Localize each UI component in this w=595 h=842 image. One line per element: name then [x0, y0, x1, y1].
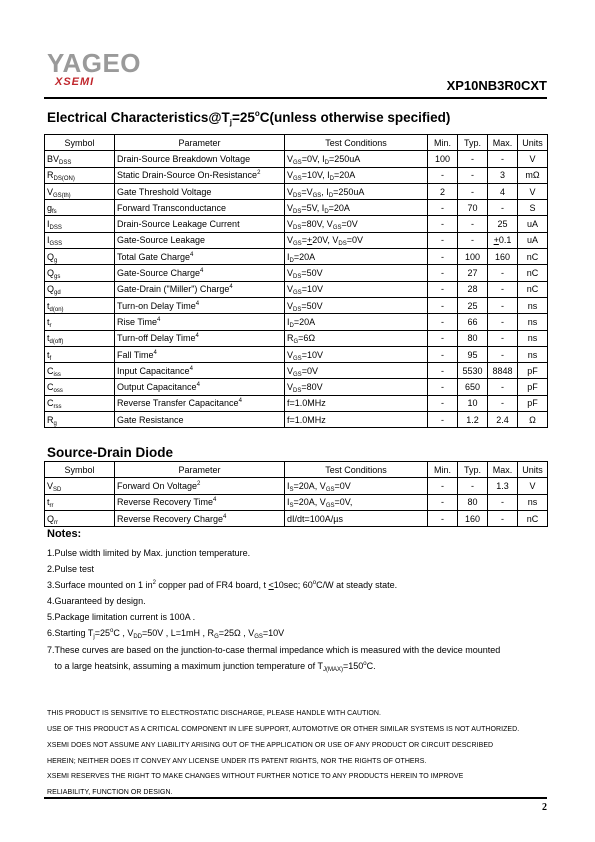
typ-cell: -: [458, 183, 488, 199]
min-cell: -: [428, 412, 458, 428]
min-cell: -: [428, 297, 458, 313]
column-header: Symbol: [45, 135, 115, 151]
note-item: 1.Pulse width limited by Max. junction temperature.: [47, 548, 251, 558]
max-cell: 2.4: [488, 412, 518, 428]
conditions-cell: $V_{GS}=+20V$, $V_{DS}=0V$: [285, 232, 428, 248]
parameter-cell: Static Drain-Source On-Resistance$^2$: [115, 167, 285, 183]
symbol-cell: $V_{GS(th)}$: [45, 183, 115, 199]
note-item: 2.Pulse test: [47, 564, 95, 574]
column-header: Max.: [488, 135, 518, 151]
typ-cell: 28: [458, 281, 488, 297]
table-row: [45, 183, 548, 199]
symbol-cell: $C_{oss}$: [45, 379, 115, 395]
max-cell: -: [488, 265, 518, 281]
company-logo: [47, 50, 157, 89]
max-cell: -: [488, 494, 518, 510]
max-cell: -: [488, 200, 518, 216]
parameter-cell: Rise Time$^4$: [115, 314, 285, 330]
max-cell: -: [488, 297, 518, 313]
parameter-cell: Drain-Source Breakdown Voltage: [115, 151, 285, 167]
parameter-cell: Forward Transconductance: [115, 200, 285, 216]
electrical-characteristics-table: [44, 134, 548, 428]
max-cell: +0.1: [488, 232, 518, 248]
table-row: [45, 249, 548, 265]
source-drain-diode-table: [44, 461, 548, 527]
units-cell: ns: [518, 314, 548, 330]
typ-cell: 10: [458, 395, 488, 411]
symbol-cell: $Q_g$: [45, 249, 115, 265]
symbol-cell: $t_f$: [45, 346, 115, 362]
parameter-cell: Gate-Source Charge$^4$: [115, 265, 285, 281]
min-cell: -: [428, 330, 458, 346]
note-item: 5.Package limitation current is 100A .: [47, 612, 196, 622]
table-row: [45, 379, 548, 395]
logo-sub-text: XSEMI: [55, 76, 95, 88]
header-divider: [44, 97, 547, 99]
note-item: to a large heatsink, assuming a maximum junction temperature of $T_{J(MAX)}=150^oC$.: [47, 661, 376, 673]
table-row: [45, 346, 548, 362]
units-cell: pF: [518, 363, 548, 379]
typ-cell: 160: [458, 510, 488, 526]
units-cell: ns: [518, 330, 548, 346]
conditions-cell: f=1.0MHz: [285, 412, 428, 428]
units-cell: nC: [518, 510, 548, 526]
conditions-cell: $V_{GS}=10V$: [285, 281, 428, 297]
min-cell: -: [428, 281, 458, 297]
min-cell: -: [428, 510, 458, 526]
units-cell: ns: [518, 297, 548, 313]
typ-cell: -: [458, 216, 488, 232]
typ-cell: -: [458, 167, 488, 183]
min-cell: 100: [428, 151, 458, 167]
symbol-cell: $R_{DS(ON)}$: [45, 167, 115, 183]
symbol-cell: $I_{GSS}$: [45, 232, 115, 248]
table-header-row: [45, 135, 548, 151]
max-cell: 25: [488, 216, 518, 232]
units-cell: S: [518, 200, 548, 216]
column-header: Typ.: [458, 135, 488, 151]
units-cell: mΩ: [518, 167, 548, 183]
conditions-cell: $V_{GS}=10V$: [285, 346, 428, 362]
max-cell: -: [488, 151, 518, 167]
conditions-cell: $V_{DS}=50V$: [285, 265, 428, 281]
units-cell: nC: [518, 281, 548, 297]
max-cell: -: [488, 346, 518, 362]
typ-cell: 66: [458, 314, 488, 330]
min-cell: -: [428, 379, 458, 395]
column-header: Parameter: [115, 462, 285, 478]
parameter-cell: Output Capacitance$^4$: [115, 379, 285, 395]
column-header: Units: [518, 462, 548, 478]
table-row: [45, 494, 548, 510]
max-cell: -: [488, 314, 518, 330]
disclaimer-line: XSEMI RESERVES THE RIGHT TO MAKE CHANGES WITHOUT FURTHER NOTICE TO ANY PRODUCTS HEREIN TO IMPROVE: [47, 773, 464, 780]
min-cell: -: [428, 200, 458, 216]
disclaimer-line: XSEMI DOES NOT ASSUME ANY LIABILITY ARISING OUT OF THE APPLICATION OR USE OF ANY PRODUCT OR CIRCUIT DESCRIBED: [47, 742, 494, 749]
conditions-cell: $V_{DS}=50V$: [285, 297, 428, 313]
conditions-cell: $R_G=6\Omega$: [285, 330, 428, 346]
logo-main-text: YAGEO: [47, 48, 142, 78]
parameter-cell: Gate Threshold Voltage: [115, 183, 285, 199]
units-cell: nC: [518, 249, 548, 265]
footer-divider: [44, 797, 547, 799]
table-row: [45, 478, 548, 494]
table-row: [45, 232, 548, 248]
min-cell: -: [428, 249, 458, 265]
column-header: Parameter: [115, 135, 285, 151]
max-cell: -: [488, 510, 518, 526]
table-row: [45, 281, 548, 297]
conditions-cell: f=1.0MHz: [285, 395, 428, 411]
conditions-cell: $V_{GS}=0V$: [285, 363, 428, 379]
table-row: [45, 167, 548, 183]
min-cell: -: [428, 478, 458, 494]
units-cell: ns: [518, 494, 548, 510]
max-cell: 1.3: [488, 478, 518, 494]
min-cell: 2: [428, 183, 458, 199]
column-header: Min.: [428, 462, 458, 478]
table-row: [45, 330, 548, 346]
notes-title: Notes:: [47, 528, 82, 540]
units-cell: nC: [518, 265, 548, 281]
min-cell: -: [428, 346, 458, 362]
column-header: Min.: [428, 135, 458, 151]
parameter-cell: Reverse Recovery Time$^4$: [115, 494, 285, 510]
conditions-cell: $V_{DS}=80V$: [285, 379, 428, 395]
typ-cell: -: [458, 478, 488, 494]
typ-cell: -: [458, 232, 488, 248]
note-item: 3.Surface mounted on 1 $in^2$ copper pad of FR4 board, t <10sec; 60$^o$C/W at steady state.: [47, 580, 398, 590]
part-number: XP10NB3R0CXT: [446, 78, 547, 93]
conditions-cell: $I_S=20A$, $V_{GS}=0V$: [285, 478, 428, 494]
symbol-cell: $t_{rr}$: [45, 494, 115, 510]
conditions-cell: $I_S=20A$, $V_{GS}=0V$,: [285, 494, 428, 510]
units-cell: V: [518, 478, 548, 494]
parameter-cell: Gate-Source Leakage: [115, 232, 285, 248]
min-cell: -: [428, 216, 458, 232]
symbol-cell: $t_{d(on)}$: [45, 297, 115, 313]
column-header: Symbol: [45, 462, 115, 478]
symbol-cell: $R_g$: [45, 412, 115, 428]
disclaimer-line: RELIABILITY, FUNCTION OR DESIGN.: [47, 789, 173, 796]
typ-cell: 100: [458, 249, 488, 265]
symbol-cell: $I_{DSS}$: [45, 216, 115, 232]
symbol-cell: $Q_{gs}$: [45, 265, 115, 281]
parameter-cell: Input Capacitance$^4$: [115, 363, 285, 379]
min-cell: -: [428, 314, 458, 330]
table-row: [45, 151, 548, 167]
symbol-cell: $Q_{gd}$: [45, 281, 115, 297]
column-header: Test Conditions: [285, 135, 428, 151]
table-row: [45, 395, 548, 411]
typ-cell: 95: [458, 346, 488, 362]
disclaimer-line: HEREIN; NEITHER DOES IT CONVEY ANY LICENSE UNDER ITS PATENT RIGHTS, NOR THE RIGHTS OF OTHERS.: [47, 758, 427, 765]
units-cell: Ω: [518, 412, 548, 428]
min-cell: -: [428, 494, 458, 510]
min-cell: -: [428, 395, 458, 411]
min-cell: -: [428, 363, 458, 379]
table-row: [45, 363, 548, 379]
typ-cell: 1.2: [458, 412, 488, 428]
note-item: 4.Guaranteed by design.: [47, 596, 146, 606]
diode-section-title: Source-Drain Diode: [47, 445, 174, 460]
column-header: Test Conditions: [285, 462, 428, 478]
min-cell: -: [428, 265, 458, 281]
units-cell: uA: [518, 232, 548, 248]
max-cell: -: [488, 281, 518, 297]
parameter-cell: Reverse Transfer Capacitance$^4$: [115, 395, 285, 411]
conditions-cell: $V_{DS}=V_{GS}$, $I_D=250uA$: [285, 183, 428, 199]
typ-cell: 5530: [458, 363, 488, 379]
parameter-cell: Gate-Drain ("Miller") Charge$^4$: [115, 281, 285, 297]
typ-cell: 70: [458, 200, 488, 216]
max-cell: -: [488, 330, 518, 346]
conditions-cell: $V_{GS}=10V$, $I_D=20A$: [285, 167, 428, 183]
max-cell: 4: [488, 183, 518, 199]
table-row: [45, 216, 548, 232]
symbol-cell: $V_{SD}$: [45, 478, 115, 494]
column-header: Typ.: [458, 462, 488, 478]
electrical-section-title: Electrical $Characteristics@T_j=25^oC(unless$ otherwise specified): [47, 109, 451, 127]
min-cell: -: [428, 232, 458, 248]
typ-cell: 25: [458, 297, 488, 313]
parameter-cell: Forward On Voltage$^2$: [115, 478, 285, 494]
parameter-cell: Drain-Source Leakage Current: [115, 216, 285, 232]
max-cell: -: [488, 379, 518, 395]
conditions-cell: dI/dt=100A/µs: [285, 510, 428, 526]
units-cell: pF: [518, 379, 548, 395]
units-cell: V: [518, 151, 548, 167]
page-number: 2: [542, 802, 547, 813]
conditions-cell: $V_{DS}=5V$, $I_D=20A$: [285, 200, 428, 216]
conditions-cell: $V_{GS}=0V$, $I_D=250uA$: [285, 151, 428, 167]
typ-cell: 80: [458, 494, 488, 510]
symbol-cell: $Q_{rr}$: [45, 510, 115, 526]
symbol-cell: $BV_{DSS}$: [45, 151, 115, 167]
units-cell: V: [518, 183, 548, 199]
symbol-cell: $C_{rss}$: [45, 395, 115, 411]
parameter-cell: Fall Time$^4$: [115, 346, 285, 362]
table-row: [45, 200, 548, 216]
symbol-cell: $t_{d(off)}$: [45, 330, 115, 346]
conditions-cell: $I_D=20A$: [285, 249, 428, 265]
max-cell: 160: [488, 249, 518, 265]
symbol-cell: $t_r$: [45, 314, 115, 330]
parameter-cell: Turn-off Delay Time$^4$: [115, 330, 285, 346]
typ-cell: 650: [458, 379, 488, 395]
max-cell: 8848: [488, 363, 518, 379]
units-cell: ns: [518, 346, 548, 362]
parameter-cell: Gate Resistance: [115, 412, 285, 428]
table-row: [45, 297, 548, 313]
disclaimer-line: THIS PRODUCT IS SENSITIVE TO ELECTROSTATIC DISCHARGE, PLEASE HANDLE WITH CAUTION.: [47, 710, 382, 717]
table-row: [45, 265, 548, 281]
conditions-cell: $I_D=20A$: [285, 314, 428, 330]
table-row: [45, 510, 548, 526]
units-cell: pF: [518, 395, 548, 411]
table-header-row: [45, 462, 548, 478]
table-row: [45, 412, 548, 428]
column-header: Units: [518, 135, 548, 151]
disclaimer-line: USE OF THIS PRODUCT AS A CRITICAL COMPONENT IN LIFE SUPPORT, AUTOMOTIVE OR OTHER SIMILAR SYSTEMS IS NOT AUTHORIZED.: [47, 726, 520, 733]
units-cell: uA: [518, 216, 548, 232]
conditions-cell: $V_{DS}=80V$, $V_{GS}=0V$: [285, 216, 428, 232]
note-item: 7.These curves are based on the junction-to-case thermal impedance which is measured with the device mounted: [47, 645, 501, 655]
symbol-cell: $C_{iss}$: [45, 363, 115, 379]
symbol-cell: $g_{fs}$: [45, 200, 115, 216]
column-header: Max.: [488, 462, 518, 478]
typ-cell: 80: [458, 330, 488, 346]
max-cell: 3: [488, 167, 518, 183]
parameter-cell: Turn-on Delay Time$^4$: [115, 297, 285, 313]
parameter-cell: Reverse Recovery Charge$^4$: [115, 510, 285, 526]
parameter-cell: Total Gate Charge$^4$: [115, 249, 285, 265]
min-cell: -: [428, 167, 458, 183]
note-item: 6.Starting $T_j=25^oC$ , $V_{DD}=50V$ , L=1mH , $R_G=25\Omega$ , $V_{GS}=10V$: [47, 628, 285, 640]
typ-cell: -: [458, 151, 488, 167]
table-row: [45, 314, 548, 330]
max-cell: -: [488, 395, 518, 411]
typ-cell: 27: [458, 265, 488, 281]
